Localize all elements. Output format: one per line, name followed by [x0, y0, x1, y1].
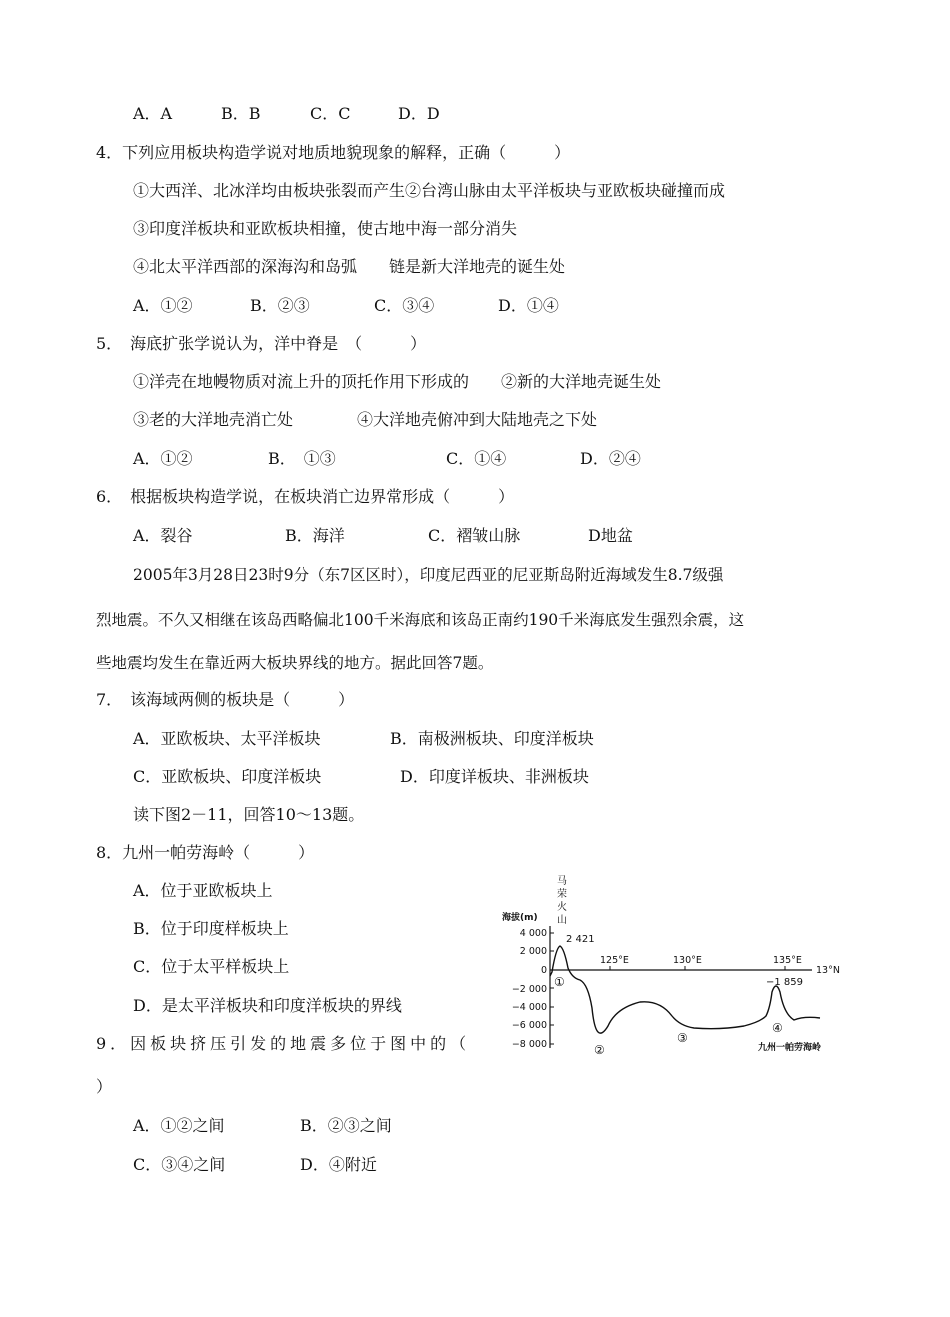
q7-option-c: C．亚欧板块、印度洋板块 — [133, 767, 322, 786]
q9-stem-end: ） — [96, 1077, 113, 1096]
marker-1: ① — [554, 975, 565, 989]
ridge-elevation-label: −1 859 — [766, 977, 804, 988]
q3-option-d: D．D — [398, 104, 440, 123]
volcano-label-char-1: 马 — [557, 876, 567, 887]
y-tick-2000: 2 000 — [519, 946, 547, 957]
q9-stem: 9．因板块挤压引发的地震多位于图中的（ — [96, 1034, 471, 1053]
q8-option-b: B．位于印度样板块上 — [133, 919, 289, 938]
q6-option-b: B．海洋 — [285, 526, 345, 545]
marker-4: ④ — [772, 1021, 783, 1035]
y-tick-minus-2000: −2 000 — [511, 984, 547, 995]
q9-option-a: A．①②之间 — [133, 1116, 225, 1135]
y-tick-4000: 4 000 — [519, 928, 547, 939]
elevation-axis-title: 海拔(m) — [502, 913, 538, 923]
q4-option-a: A．①② — [133, 296, 193, 315]
q8-option-c: C．位于太平样板块上 — [133, 957, 290, 976]
volcano-label-char-3: 火 — [557, 902, 567, 913]
q9-option-d: D．④附近 — [300, 1155, 377, 1174]
q5-statement-2: ③老的大洋地壳消亡处 ④大洋地壳俯冲到大陆地壳之下处 — [133, 410, 598, 429]
marker-2: ② — [594, 1043, 605, 1057]
y-tick-0: 0 — [540, 965, 547, 976]
passage-line-3: 些地震均发生在靠近两大板块界线的地方。据此回答7题。 — [96, 654, 494, 672]
q5-option-b: B． ①③ — [268, 449, 336, 468]
q4-option-c: C．③④ — [374, 296, 435, 315]
q4-statement-1: ①大西洋、北冰洋均由板块张裂而产生②台湾山脉由太平洋板块与亚欧板块碰撞而成 — [133, 181, 726, 200]
passage-line-2: 烈地震。不久又相继在该岛西略偏北100千米海底和该岛正南约190千米海底发生强烈余震，这 — [96, 611, 745, 629]
q8-stem: 8．九州一帕劳海岭（ ） — [96, 843, 315, 862]
q8-option-d: D．是太平洋板块和印度洋板块的界线 — [133, 996, 402, 1015]
q5-statement-1: ①洋壳在地幔物质对流上升的顶托作用下形成的 ②新的大洋地壳诞生处 — [133, 372, 662, 391]
q3-option-c: C．C — [310, 104, 351, 123]
marker-3: ③ — [677, 1031, 688, 1045]
q5-option-a: A．①② — [133, 449, 193, 468]
x-tick-125e: 125°E — [600, 955, 629, 966]
volcano-label-char-4: 山 — [557, 915, 567, 926]
q7-option-b: B．南极洲板块、印度洋板块 — [390, 729, 594, 748]
q5-stem: 5． 海底扩张学说认为，洋中脊是 （ ） — [96, 334, 427, 353]
q5-option-d: D．②④ — [580, 449, 641, 468]
q6-stem: 6． 根据板块构造学说，在板块消亡边界常形成（ ） — [96, 487, 515, 506]
q7-option-a: A．亚欧板块、太平洋板块 — [133, 729, 321, 748]
seafloor-profile-figure — [480, 868, 850, 1068]
x-tick-130e: 130°E — [673, 955, 702, 966]
y-tick-labels — [512, 928, 547, 1050]
peak-elevation-label: 2 421 — [566, 934, 595, 945]
q6-option-d: D地盆 — [588, 526, 633, 545]
q4-statement-3: ④北太平洋西部的深海沟和岛弧 链是新大洋地壳的诞生处 — [133, 257, 566, 276]
q6-option-c: C．褶皱山脉 — [428, 526, 521, 545]
q4-statement-2: ③印度洋板块和亚欧板块相撞，使古地中海一部分消失 — [133, 219, 518, 238]
q4-option-d: D．①④ — [498, 296, 559, 315]
y-tick-minus-4000: −4 000 — [511, 1002, 547, 1013]
q7-option-d: D．印度详板块、非洲板块 — [400, 767, 589, 786]
q3-option-a: A．A — [133, 104, 173, 123]
q4-stem: 4．下列应用板块构造学说对地质地貌现象的解释，正确（ ） — [96, 143, 571, 162]
q3-option-b: B．B — [221, 104, 261, 123]
q7-stem: 7． 该海域两侧的板块是（ ） — [96, 690, 355, 709]
figure-reading-instruction: 读下图2－11，回答10～13题。 — [133, 805, 365, 824]
q9-option-c: C．③④之间 — [133, 1155, 226, 1174]
q6-option-a: A．裂谷 — [133, 526, 193, 545]
passage-line-1: 2005年3月28日23时9分（东7区区时），印度尼西亚的尼亚斯岛附近海域发生8.7级强 — [133, 566, 724, 584]
volcano-label-char-2: 荣 — [557, 889, 567, 900]
y-tick-minus-6000: −6 000 — [511, 1020, 547, 1031]
latitude-label: 13°N — [816, 965, 840, 976]
q8-option-a: A．位于亚欧板块上 — [133, 881, 273, 900]
ridge-name-label: 九州一帕劳海岭 — [758, 1043, 822, 1053]
q4-option-b: B．②③ — [250, 296, 310, 315]
q9-option-b: B．②③之间 — [300, 1116, 392, 1135]
x-tick-135e: 135°E — [773, 955, 802, 966]
y-tick-minus-8000: −8 000 — [511, 1039, 547, 1050]
q5-option-c: C．①④ — [446, 449, 507, 468]
